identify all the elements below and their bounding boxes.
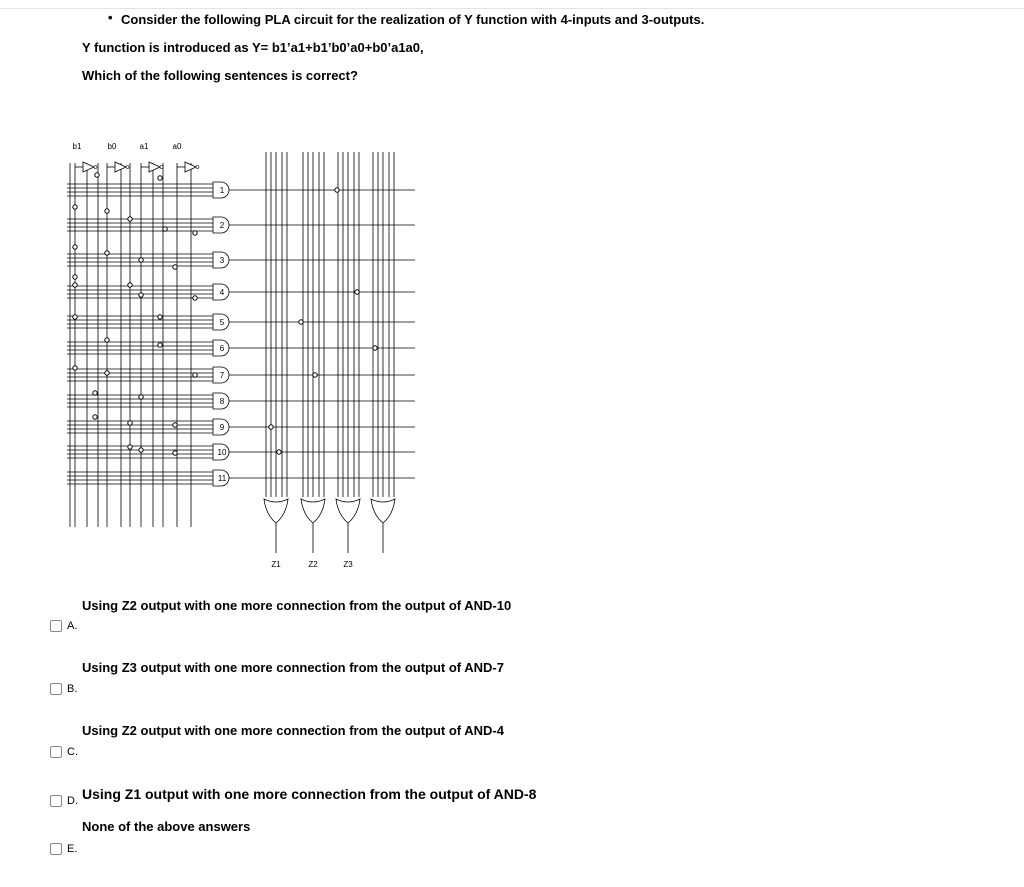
- inverter-bubble: [160, 166, 163, 169]
- option-d-letter: D.: [67, 795, 78, 807]
- input-buffer-symbol: [83, 162, 94, 172]
- input-buffer-symbol: [185, 162, 196, 172]
- inverter-bubble: [126, 166, 129, 169]
- and-connection-dot: [73, 283, 77, 287]
- and-gate-label-1: 1: [219, 186, 225, 195]
- inverter-bubble: [94, 166, 97, 169]
- option-e-checkbox[interactable]: [50, 843, 62, 855]
- pla-circuit-diagram: [55, 135, 435, 580]
- option-c-checkbox[interactable]: [50, 746, 62, 758]
- input-buffer-symbol: [115, 162, 126, 172]
- and-connection-dot: [95, 173, 99, 177]
- option-a-text: Using Z2 output with one more connection from the output of AND-10: [82, 598, 512, 613]
- output-label-Z3: Z3: [343, 560, 353, 569]
- and-connection-dot: [93, 415, 97, 419]
- and-connection-dot: [105, 338, 109, 342]
- or-connection-dot: [373, 346, 377, 350]
- and-connection-dot: [193, 231, 197, 235]
- and-connection-dot: [163, 227, 167, 231]
- question-line-1: Consider the following PLA circuit for the realization of Y function with 4-inputs and 3-outputs.: [121, 12, 705, 27]
- and-gate-label-10: 10: [217, 448, 227, 457]
- and-gate-label-3: 3: [219, 256, 225, 265]
- and-gate-label-7: 7: [219, 371, 225, 380]
- and-connection-dot: [193, 373, 197, 377]
- and-connection-dot: [73, 366, 77, 370]
- input-label-b0: b0: [107, 142, 117, 151]
- inverter-bubble: [196, 166, 199, 169]
- and-connection-dot: [158, 315, 162, 319]
- option-c-letter: C.: [67, 746, 78, 758]
- question-line-2: Y function is introduced as Y= b1’a1+b1’b0’a0+b0’a1a0,: [82, 40, 424, 55]
- and-connection-dot: [105, 209, 109, 213]
- and-connection-dot: [73, 245, 77, 249]
- and-connection-dot: [73, 205, 77, 209]
- and-gate-label-8: 8: [219, 397, 225, 406]
- and-connection-dot: [139, 293, 143, 297]
- option-e-letter: E.: [67, 843, 78, 855]
- and-connection-dot: [158, 343, 162, 347]
- question-line-3: Which of the following sentences is correct?: [82, 68, 358, 83]
- and-connection-dot: [173, 451, 177, 455]
- input-label-b1: b1: [72, 142, 82, 151]
- or-gate: [301, 499, 325, 523]
- and-connection-dot: [139, 258, 143, 262]
- option-d-checkbox[interactable]: [50, 795, 62, 807]
- and-connection-dot: [139, 395, 143, 399]
- and-connection-dot: [105, 371, 109, 375]
- and-connection-dot: [193, 296, 197, 300]
- and-gate-label-2: 2: [219, 221, 225, 230]
- option-e-text: None of the above answers: [82, 819, 251, 834]
- input-label-a1: a1: [139, 142, 149, 151]
- and-connection-dot: [128, 217, 132, 221]
- option-b-text: Using Z3 output with one more connection from the output of AND-7: [82, 660, 504, 675]
- and-gate-label-5: 5: [219, 318, 225, 327]
- output-label-Z1: Z1: [271, 560, 281, 569]
- and-connection-dot: [128, 421, 132, 425]
- or-connection-dot: [313, 373, 317, 377]
- or-gate: [336, 499, 360, 523]
- option-b-letter: B.: [67, 683, 78, 695]
- option-d-text: Using Z1 output with one more connection from the output of AND-8: [82, 786, 537, 802]
- option-a-letter: A.: [67, 620, 78, 632]
- or-connection-dot: [277, 450, 281, 454]
- or-connection-dot: [335, 188, 339, 192]
- and-connection-dot: [105, 251, 109, 255]
- and-connection-dot: [128, 283, 132, 287]
- and-connection-dot: [73, 315, 77, 319]
- or-connection-dot: [299, 320, 303, 324]
- or-connection-dot: [269, 425, 273, 429]
- or-connection-dot: [355, 290, 359, 294]
- top-divider: [0, 8, 1024, 9]
- output-label-Z2: Z2: [308, 560, 318, 569]
- and-connection-dot: [139, 448, 143, 452]
- and-connection-dot: [173, 423, 177, 427]
- and-gate-label-11: 11: [217, 474, 227, 483]
- input-buffer-symbol: [149, 162, 160, 172]
- and-connection-dot: [93, 391, 97, 395]
- option-c-text: Using Z2 output with one more connection from the output of AND-4: [82, 723, 504, 738]
- and-connection-dot: [128, 445, 132, 449]
- and-connection-dot: [73, 275, 77, 279]
- question-bullet: •: [108, 10, 113, 25]
- or-gate: [264, 499, 288, 523]
- and-gate-label-9: 9: [219, 423, 225, 432]
- or-gate: [371, 499, 395, 523]
- and-connection-dot: [173, 265, 177, 269]
- option-b-checkbox[interactable]: [50, 683, 62, 695]
- and-gate-label-6: 6: [219, 344, 225, 353]
- option-a-checkbox[interactable]: [50, 620, 62, 632]
- and-gate-label-4: 4: [219, 288, 225, 297]
- and-connection-dot: [158, 176, 162, 180]
- input-label-a0: a0: [172, 142, 182, 151]
